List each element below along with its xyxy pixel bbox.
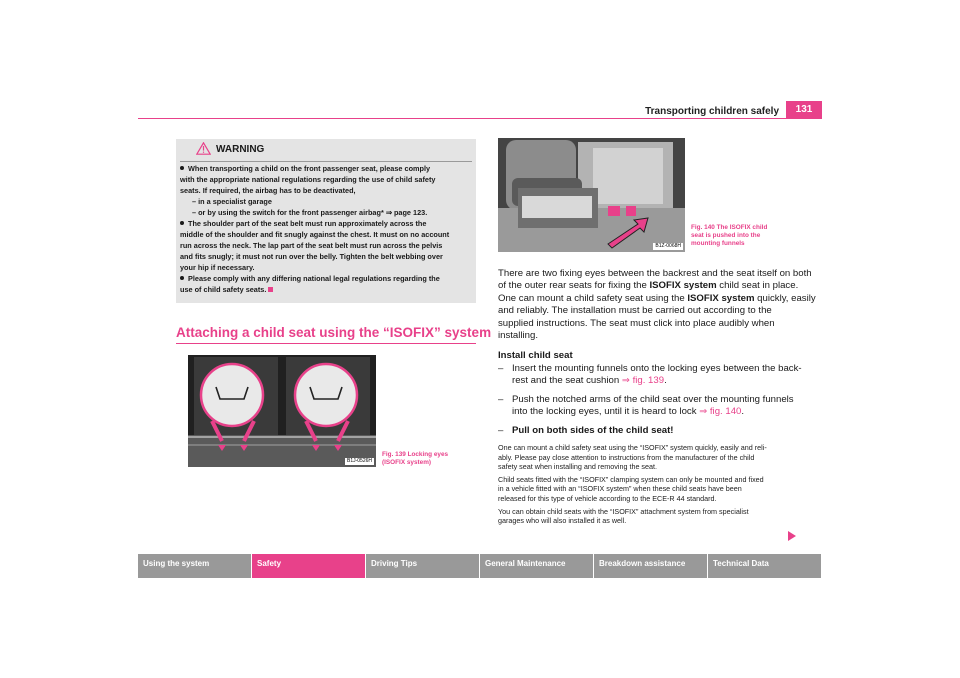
warning-triangle-icon bbox=[196, 142, 211, 155]
step-3: – Pull on both sides of the child seat! bbox=[498, 424, 674, 436]
warning-line: use of child safety seats. bbox=[176, 284, 466, 295]
warning-subitem: – or by using the switch for the front passenger airbag* ⇒ page 123. bbox=[192, 208, 428, 217]
warning-line: and fits snugly; it must not run over the belly. Tighten the belt webbing over bbox=[180, 252, 443, 261]
warning-separator bbox=[180, 161, 472, 162]
step-1: – Insert the mounting funnels onto the locking eyes between the back- bbox=[498, 363, 802, 374]
figure-139-caption: Fig. 139 Locking eyes (ISOFIX system) bbox=[382, 451, 449, 466]
locking-eyes-illustration bbox=[188, 355, 376, 467]
header-rule bbox=[138, 118, 822, 119]
figure-code: B1J-0526H bbox=[346, 458, 372, 464]
warning-subitem: – in a specialist garage bbox=[192, 197, 272, 206]
tab-using-the-system[interactable]: Using the system bbox=[138, 554, 251, 578]
fig-140-link[interactable]: ⇒ fig. 140 bbox=[699, 406, 742, 418]
warning-title: WARNING bbox=[216, 144, 265, 155]
warning-line: middle of the shoulder and fit snugly against the chest. It must on no account bbox=[180, 230, 450, 239]
next-page-arrow-icon[interactable] bbox=[788, 531, 796, 541]
warning-line: seats. If required, the airbag has to be deactivated, bbox=[180, 186, 356, 195]
note-paragraph: One can mount a child safety seat using the “ISOFIX” system quickly, easily and reli- ably. Please pay close attention to instructions from the manufacturer of the child safety seat when installing and removing the seat. bbox=[498, 443, 767, 472]
tab-technical-data[interactable]: Technical Data bbox=[708, 554, 821, 578]
tab-general-maintenance[interactable]: General Maintenance bbox=[480, 554, 593, 578]
footer-nav bbox=[138, 554, 822, 578]
figure-139-image bbox=[188, 355, 376, 467]
warning-box bbox=[176, 139, 476, 303]
figure-140-image bbox=[498, 138, 685, 252]
tab-safety[interactable]: Safety bbox=[252, 554, 365, 578]
page-number-box bbox=[786, 101, 822, 119]
isofix-seat-illustration bbox=[498, 138, 685, 252]
intro-paragraph: There are two fixing eyes between the backrest and the seat itself on both of the outer rear seats for fixing the ISOFIX system child seat in place. One can mount a child safety seat using the ISOFIX system quickly, easily and reliably. The installation must be carried out according to the supplied instructions. The seat must click into place audibly when installing. bbox=[498, 268, 816, 342]
warning-header bbox=[176, 139, 476, 161]
tab-breakdown-assistance[interactable]: Breakdown assistance bbox=[594, 554, 707, 578]
note-paragraph: You can obtain child seats with the “ISOFIX” attachment system from specialist garages who will also installed it as well. bbox=[498, 506, 749, 526]
figure-140-caption: Fig. 140 The ISOFIX child seat is pushed into the mounting funnels bbox=[691, 224, 768, 247]
bullet-icon bbox=[180, 166, 184, 170]
warning-line: The shoulder part of the seat belt must run approximately across the bbox=[176, 218, 466, 229]
section-rule bbox=[176, 343, 476, 344]
note-paragraph: Child seats fitted with the “ISOFIX” clamping system can only be mounted and fixed in a vehicle fitted with an “ISOFIX system” when these child seats have been released for this type of vehicle according to the ECE-R 44 standard. bbox=[498, 474, 764, 503]
bullet-icon bbox=[180, 221, 184, 225]
notes-section bbox=[498, 443, 798, 529]
figure-code: B1Z-0068H bbox=[655, 243, 681, 249]
step-2: – Push the notched arms of the child seat over the mounting funnels bbox=[498, 393, 794, 405]
page-number: 131 bbox=[795, 104, 813, 115]
running-header-title: Transporting children safely bbox=[645, 106, 779, 117]
section-heading: Attaching a child seat using the “ISOFIX” system bbox=[176, 325, 492, 340]
warning-line: When transporting a child on the front passenger seat, please comply bbox=[176, 163, 466, 174]
warning-line: your hip if necessary. bbox=[180, 263, 255, 272]
warning-line: Please comply with any differing national legal regulations regarding the bbox=[176, 273, 466, 284]
bullet-icon bbox=[180, 276, 184, 280]
warning-line: with the appropriate national regulations regarding the use of child safety bbox=[180, 175, 436, 184]
fig-139-link[interactable]: ⇒ fig. 139 bbox=[621, 375, 665, 387]
warning-body bbox=[176, 163, 466, 295]
end-marker-icon bbox=[268, 287, 273, 292]
warning-line: run across the neck. The lap part of the seat belt must run across the pelvis bbox=[180, 241, 443, 250]
tab-driving-tips[interactable]: Driving Tips bbox=[366, 554, 479, 578]
install-steps: – Insert the mounting funnels onto the locking eyes between the back- rest and the seat cushion ⇒ fig. 139. – Push the notched arms of the child seat over the mounting funnels into the locking eyes, until it is heard to lock ⇒ fig. 140. – Pull on both sides of the child seat! bbox=[498, 363, 802, 436]
install-heading: Install child seat bbox=[498, 350, 573, 361]
